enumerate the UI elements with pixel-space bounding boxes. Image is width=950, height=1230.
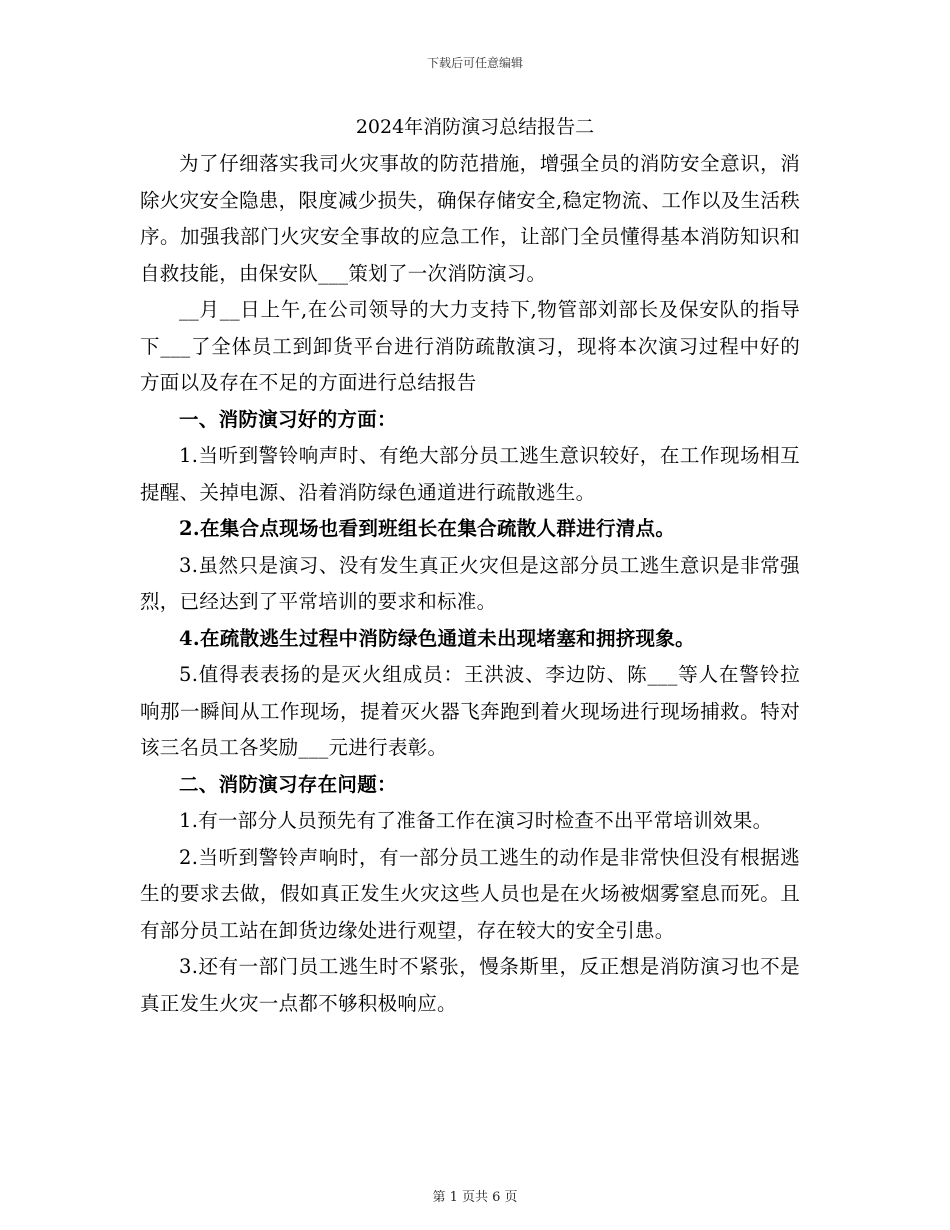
section-heading: 一、消防演习好的方面： xyxy=(179,407,397,431)
list-item: 2.当听到警铃声响时，有一部分员工逃生的动作是非常快但没有根据逃生的要求去做，假如真正发生火灾这些人员也是在火场被烟雾窒息而死。且有部分员工站在卸货边缘处进行观望，存在较大的安全引患。 xyxy=(140,845,800,942)
list-item: 1.有一部分人员预先有了准备工作在演习时检查不出平常培训效果。 xyxy=(179,809,773,832)
paragraph: 为了仔细落实我司火灾事故的防范措施，增强全员的消防安全意识，消除火灾安全隐患，限度减少损失，确保存储安全,稳定物流、工作以及生活秩序。加强我部门火灾安全事故的应急工作，让部门全员懂得基本消防知识和自救技能，由保安队___策划了一次消防演习。 xyxy=(140,152,800,285)
document-body xyxy=(140,146,800,1022)
list-item: 2.在集合点现场也看到班组长在集合疏散人群进行清点。 xyxy=(179,517,676,540)
document-title: 2024年消防演习总结报告二 xyxy=(355,116,595,138)
list-item: 3.还有一部门员工逃生时不紧张，慢条斯里，反正想是消防演习也不是真正发生火灾一点都不够积极响应。 xyxy=(140,955,800,1015)
list-item: 3.虽然只是演习、没有发生真正火灾但是这部分员工逃生意识是非常强烈，已经达到了平常培训的要求和标准。 xyxy=(140,553,800,613)
header-note: 下载后可任意编辑 xyxy=(426,56,523,70)
section-heading: 二、消防演习存在问题： xyxy=(179,772,397,796)
list-item: 5.值得表表扬的是灭火组成员：王洪波、李边防、陈___等人在警铃拉响那一瞬间从工作现场，提着灭火器飞奔跑到着火现场进行现场捕救。特对该三名员工各奖励___元进行表彰。 xyxy=(140,663,800,759)
paragraph: __月__日上午,在公司领导的大力支持下,物管部刘部长及保安队的指导下___了全体员工到卸货平台进行消防疏散演习，现将本次演习过程中好的方面以及存在不足的方面进行总结报告 xyxy=(140,298,800,394)
list-item: 4.在疏散逃生过程中消防绿色通道未出现堵塞和拥挤现象。 xyxy=(179,626,695,650)
page-footer: 第 1 页共 6 页 xyxy=(432,1190,518,1205)
list-item: 1.当听到警铃响声时、有绝大部分员工逃生意识较好，在工作现场相互提醒、关掉电源、沿着消防绿色通道进行疏散逃生。 xyxy=(140,444,800,504)
